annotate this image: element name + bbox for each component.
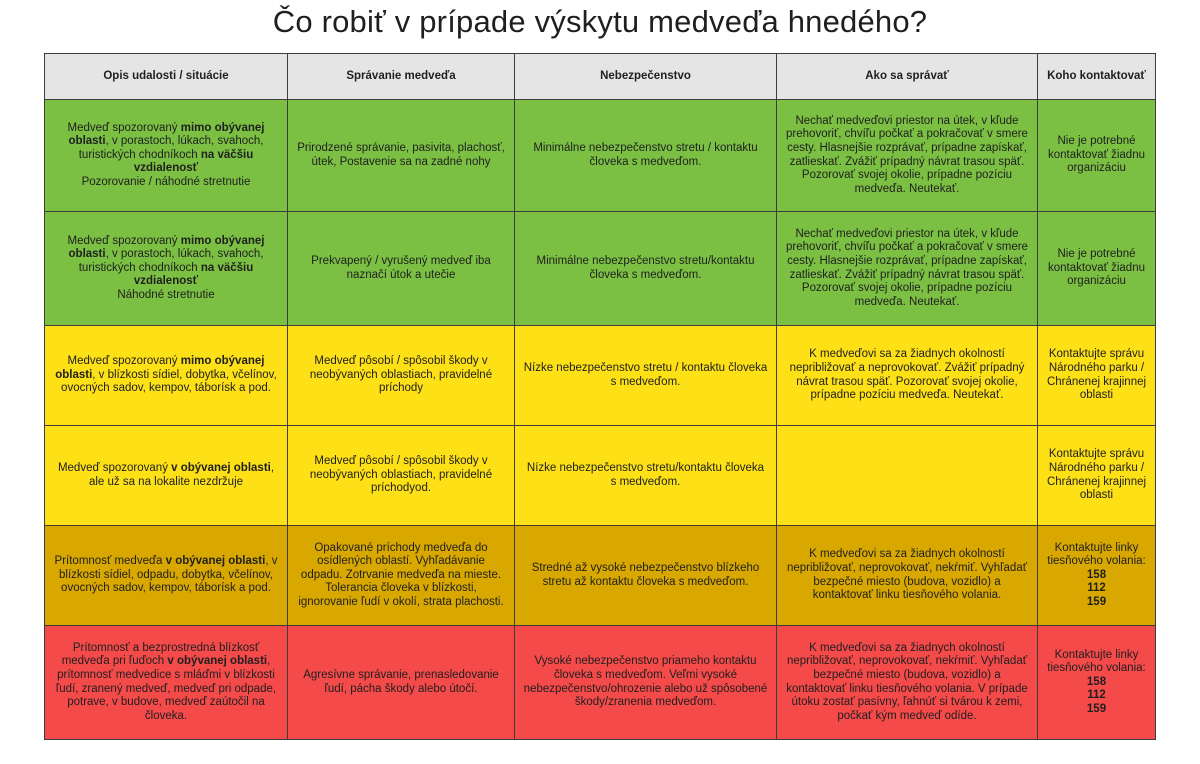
header-situation: Opis udalosti / situácie — [45, 54, 288, 100]
action-cell — [777, 426, 1038, 526]
action-cell: Nechať medveďovi priestor na útek, v kľude prehovoriť, chvíľu počkať a pokračovať v smere cesty. Hlasnejšie rozprávať, prípadne zapískať, zatlieskať. Zvážiť prípadný návrat trasou späť. Pozorovať svojej okolie, prípadne pozíciu medveďa. Neutekať. — [777, 212, 1038, 326]
danger-cell: Minimálne nebezpečenstvo stretu / kontaktu človeka s medveďom. — [515, 100, 777, 212]
bear-guidance-table — [44, 53, 1156, 740]
danger-cell: Nízke nebezpečenstvo stretu / kontaktu človeka s medveďom. — [515, 326, 777, 426]
contact-cell: Kontaktujte linky tiesňového volania: 158 112 159 — [1038, 526, 1156, 626]
page-title: Čo robiť v prípade výskytu medveďa hnedého? — [272, 4, 928, 39]
emergency-number: 159 — [1086, 595, 1107, 608]
danger-cell: Minimálne nebezpečenstvo stretu/kontaktu človeka s medveďom. — [515, 212, 777, 326]
situation-cell: Prítomnosť a bezprostredná blízkosť medveďa pri ľuďoch v obývanej oblasti, prítomnosť medvedice s mláďmi v blízkosti ľudí, zranený medveď, medveď pri odpade, potrave, v budove, medveď zaútočil na človeka. — [45, 626, 288, 740]
situation-cell: Medveď spozorovaný mimo obývanej oblasti, v blízkosti sídiel, dobytka, včelínov, ovocných sadov, kempov, táborísk a pod. — [45, 326, 288, 426]
behavior-cell: Prirodzené správanie, pasivita, plachosť, útek, Postavenie sa na zadné nohy — [288, 100, 515, 212]
danger-cell: Stredné až vysoké nebezpečenstvo blízkeho stretu až kontaktu človeka s medveďom. — [515, 526, 777, 626]
action-cell: K medveďovi sa za žiadnych okolností nepribližovať, neprovokovať, nekŕmiť. Vyhľadať bezpečné miesto (budova, vozidlo) a kontaktovať linku tiesňového volania. V prípade útoku zostať pasívny, ľahnúť si tvárou k zemi, počkať kým medveď odíde. — [777, 626, 1038, 740]
header-contact: Koho kontaktovať — [1038, 54, 1156, 100]
behavior-cell: Prekvapený / vyrušený medveď iba naznačí útok a utečie — [288, 212, 515, 326]
situation-cell: Prítomnosť medveďa v obývanej oblasti, v blízkosti sídiel, odpadu, dobytka, včelínov, ovocných sadov, kempov, táborísk a pod. — [45, 526, 288, 626]
contact-cell: Kontaktujte linky tiesňového volania: 158 112 159 — [1038, 626, 1156, 740]
table-row — [45, 426, 1156, 526]
danger-cell: Nízke nebezpečenstvo stretu/kontaktu človeka s medveďom. — [515, 426, 777, 526]
action-cell: Nechať medveďovi priestor na útek, v kľude prehovoriť, chvíľu počkať a pokračovať v smere cesty. Hlasnejšie rozprávať, prípadne zapískať, zatlieskať. Zvážiť prípadný návrat trasou späť. Pozorovať svojej okolie, prípadne pozíciu medveďa. Neutekať. — [777, 100, 1038, 212]
behavior-cell: Medveď pôsobí / spôsobil škody v neobývaných oblastiach, pravidelné príchodyod. — [288, 426, 515, 526]
table-row — [45, 626, 1156, 740]
behavior-cell: Opakované príchody medveďa do osídlených oblastí. Vyhľadávanie odpadu. Zotrvanie medveďa na mieste. Tolerancia človeka v blízkosti, ignorovanie ľudí v okolí, strata plachosti. — [288, 526, 515, 626]
header-danger: Nebezpečenstvo — [515, 54, 777, 100]
behavior-cell: Agresívne správanie, prenasledovanie ľudí, pácha škody alebo útočí. — [288, 626, 515, 740]
contact-cell: Nie je potrebné kontaktovať žiadnu organizáciu — [1038, 212, 1156, 326]
situation-cell: Medveď spozorovaný v obývanej oblasti, ale už sa na lokalite nezdržuje — [45, 426, 288, 526]
emergency-number: 112 — [1087, 689, 1106, 702]
table-row — [45, 526, 1156, 626]
danger-cell: Vysoké nebezpečenstvo priameho kontaktu človeka s medveďom. Veľmi vysoké nebezpečenstvo/ohrozenie alebo už spôsobené škody/zranenia medveďom. — [515, 626, 777, 740]
behavior-cell: Medveď pôsobí / spôsobil škody v neobývaných oblastiach, pravidelné príchody — [288, 326, 515, 426]
contact-cell: Kontaktujte správu Národného parku / Chránenej krajinnej oblasti — [1038, 426, 1156, 526]
situation-cell: Medveď spozorovaný mimo obývanej oblasti, v porastoch, lúkach, svahoch, turistických chodníkoch na väčšiu vzdialenosť Pozorovanie / náhodné stretnutie — [45, 100, 288, 212]
action-cell: K medveďovi sa za žiadnych okolností nepribližovať, neprovokovať, nekŕmiť. Vyhľadať bezpečné miesto (budova, vozidlo) a kontaktovať linku tiesňového volania. — [777, 526, 1038, 626]
action-cell: K medveďovi sa za žiadnych okolností nepribližovať a neprovokovať. Zvážiť prípadný návrat trasou späť. Pozorovať svojej okolie, prípadne pozíciu medveďa. Neutekať. — [777, 326, 1038, 426]
contact-cell: Kontaktujte správu Národného parku / Chránenej krajinnej oblasti — [1038, 326, 1156, 426]
header-behavior: Správanie medveďa — [288, 54, 515, 100]
table-row — [45, 212, 1156, 326]
table-header-row — [45, 54, 1156, 100]
table-row — [45, 326, 1156, 426]
emergency-number: 158 — [1086, 675, 1107, 688]
table-row — [45, 100, 1156, 212]
emergency-number: 159 — [1086, 702, 1107, 715]
emergency-number: 158 — [1086, 568, 1107, 581]
contact-cell: Nie je potrebné kontaktovať žiadnu organizáciu — [1038, 100, 1156, 212]
emergency-number: 112 — [1087, 582, 1106, 595]
situation-cell: Medveď spozorovaný mimo obývanej oblasti, v porastoch, lúkach, svahoch, turistických chodníkoch na väčšiu vzdialenosť Náhodné stretnutie — [45, 212, 288, 326]
header-action: Ako sa správať — [777, 54, 1038, 100]
